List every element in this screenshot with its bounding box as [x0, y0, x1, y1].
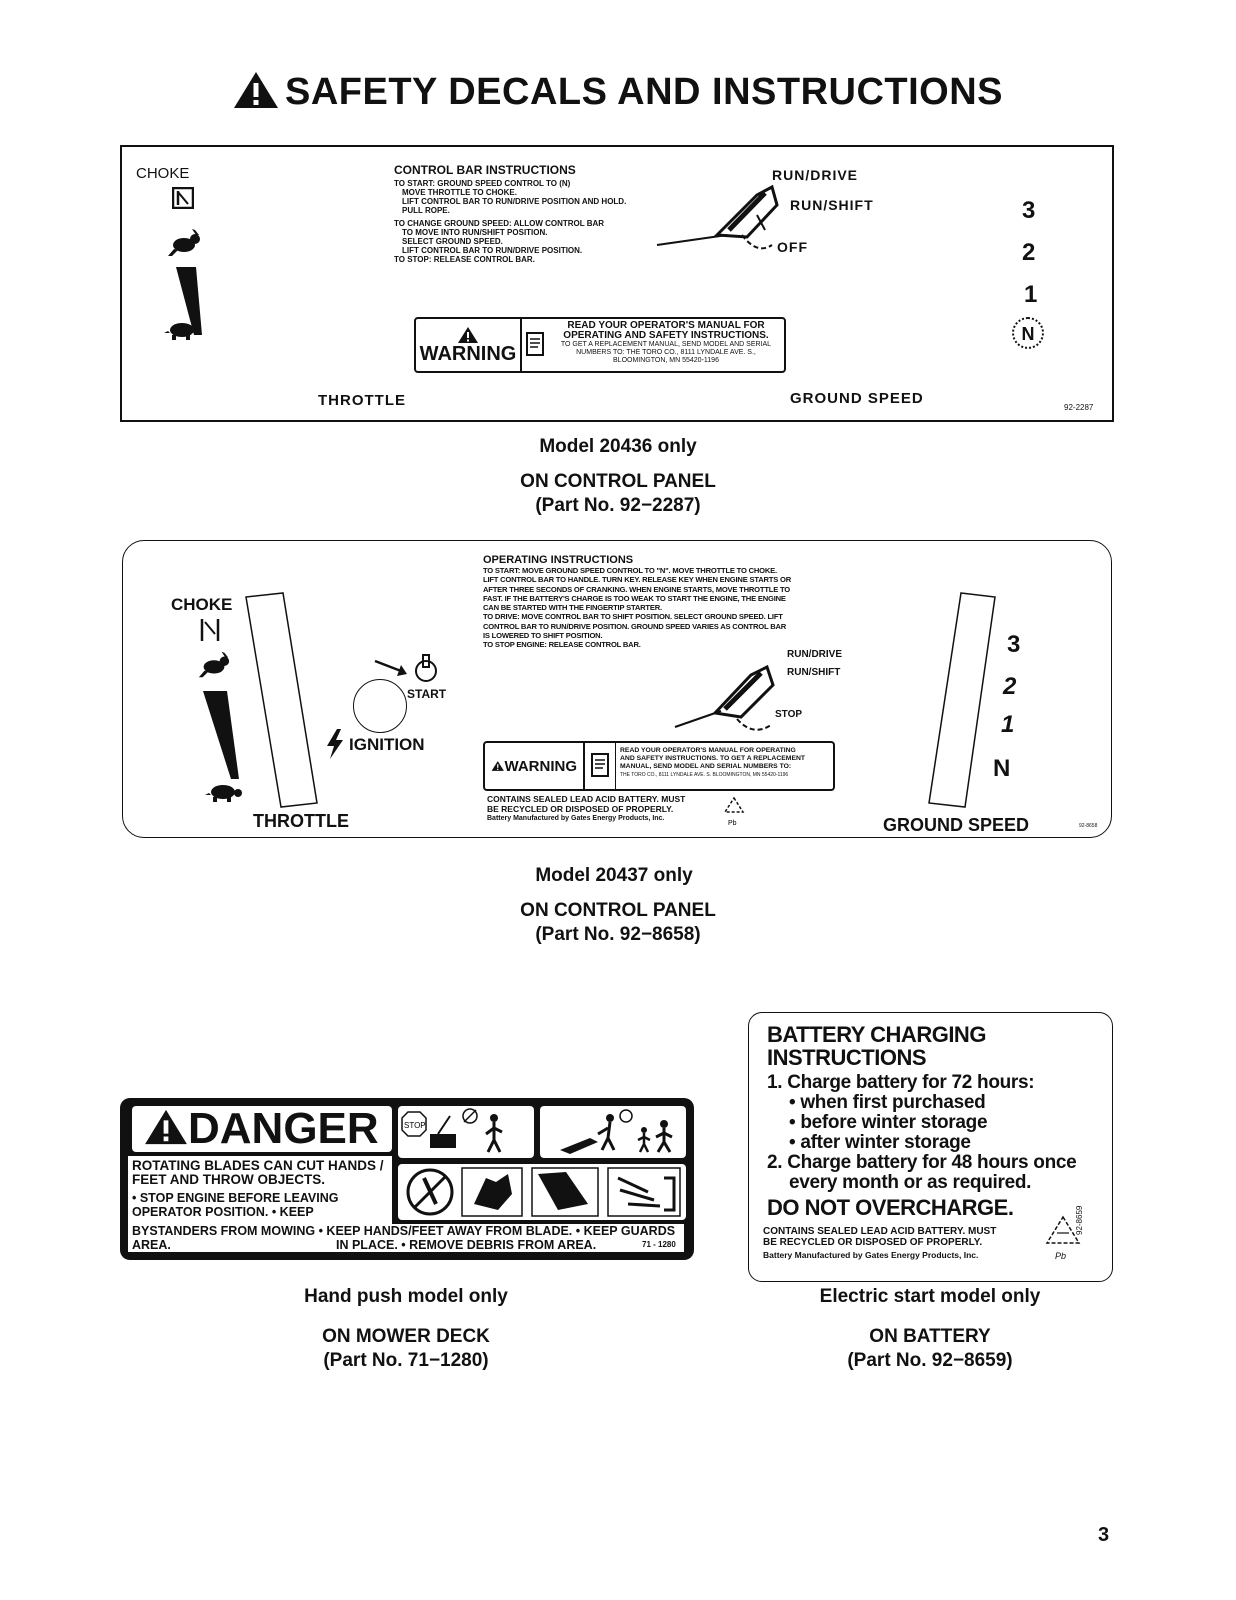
speed-1: 1	[1024, 281, 1038, 308]
danger-line-area: AREA.	[132, 1238, 171, 1252]
run-drive-label: RUN/DRIVE	[787, 649, 843, 660]
manual-line: READ YOUR OPERATOR'S MANUAL FOR OPERATING	[620, 747, 796, 754]
throttle-wedge-icon	[201, 691, 241, 781]
battery-recycle-text	[487, 795, 807, 824]
lead-symbol: Pb	[1055, 1251, 1067, 1261]
instruction-line: TO CHANGE GROUND SPEED: ALLOW CONTROL BAR	[394, 219, 605, 228]
battery-manufacturer: Battery Manufactured by Gates Energy Products, Inc.	[763, 1250, 979, 1260]
manual-text-block	[548, 319, 784, 371]
pictogram-stop-bystander	[398, 1106, 534, 1158]
instruction-line: TO START: MOVE GROUND SPEED CONTROL TO "N". MOVE THROTTLE TO CHOKE.	[483, 566, 777, 575]
battery-step: 2. Charge battery for 48 hours once	[767, 1152, 1077, 1173]
instruction-line: LIFT CONTROL BAR TO RUN/DRIVE POSITION AND HOLD.	[402, 197, 627, 206]
caption-location: ON MOWER DECK	[322, 1326, 490, 1347]
control-panel-decal-92-2287	[120, 145, 1114, 422]
svg-text:STOP: STOP	[404, 1121, 426, 1130]
do-not-overcharge: DO NOT OVERCHARGE.	[767, 1195, 1014, 1220]
pictogram-row-hazards	[398, 1164, 686, 1220]
danger-line: FEET AND THROW OBJECTS.	[132, 1172, 326, 1187]
part-code: 71 - 1280	[642, 1240, 676, 1249]
turtle-slow-icon	[164, 321, 204, 341]
manual-line: NUMBERS TO: THE TORO CO., 8111 LYNDALE AVE. S.,	[576, 349, 756, 356]
off-label: OFF	[777, 239, 808, 255]
control-bar-diagram	[647, 175, 797, 265]
instruction-line: LIFT CONTROL BAR TO RUN/DRIVE POSITION.	[402, 246, 583, 255]
choke-label: CHOKE	[171, 595, 233, 614]
instruction-line: SELECT GROUND SPEED.	[402, 237, 503, 246]
speed-neutral: N	[1012, 317, 1044, 349]
start-label: START	[407, 687, 447, 701]
recycle-line: CONTAINS SEALED LEAD ACID BATTERY. MUST	[763, 1226, 997, 1237]
instruction-line: TO STOP ENGINE: RELEASE CONTROL BAR.	[483, 640, 641, 650]
recycle-line: CONTAINS SEALED LEAD ACID BATTERY. MUST	[487, 794, 686, 804]
caption-location: ON BATTERY	[869, 1326, 991, 1347]
speed-2: 2	[1022, 239, 1036, 266]
manual-line: READ YOUR OPERATOR'S MANUAL FOR	[567, 320, 765, 331]
run-shift-label: RUN/SHIFT	[787, 667, 841, 678]
rabbit-fast-icon	[166, 229, 202, 257]
danger-line: BYSTANDERS FROM MOWING • KEEP HANDS/FEET AWAY FROM BLADE. • KEEP GUARDS	[132, 1224, 676, 1238]
battery-bullet: • after winter storage	[789, 1132, 971, 1153]
warning-word: WARNING	[419, 343, 517, 365]
ignition-switch	[353, 679, 407, 733]
part-code: 92-8658	[1079, 823, 1098, 829]
lightning-icon	[325, 729, 345, 759]
battery-title-line: INSTRUCTIONS	[767, 1045, 926, 1070]
battery-manufacturer: Battery Manufactured by Gates Energy Products, Inc.	[487, 815, 665, 822]
manual-line: OPERATING AND SAFETY INSTRUCTIONS.	[563, 330, 769, 341]
speed-2: 2	[1003, 673, 1017, 700]
operating-instructions	[483, 555, 883, 650]
throttle-slot	[241, 591, 321, 811]
instruction-line: TO DRIVE: MOVE CONTROL BAR TO SHIFT POSITION. SELECT GROUND SPEED. LIFT	[483, 612, 783, 622]
manual-line: BLOOMINGTON, MN 55420-1196	[613, 357, 719, 364]
run-shift-label: RUN/SHIFT	[790, 197, 874, 213]
speed-1: 1	[1001, 711, 1015, 738]
instruction-line: FAST. IF THE BATTERY'S CHARGE IS TOO WEAK TO START THE ENGINE, THE ENGINE	[483, 593, 786, 603]
warning-block	[485, 743, 585, 789]
ground-speed-label: GROUND SPEED	[883, 815, 1030, 835]
part-code: 92-8659	[1075, 1205, 1084, 1235]
danger-line: • STOP ENGINE BEFORE LEAVING	[132, 1191, 339, 1205]
danger-line	[128, 1238, 684, 1252]
caption-location: ON CONTROL PANEL	[520, 900, 716, 921]
battery-title-line: BATTERY CHARGING	[767, 1022, 986, 1047]
instructions-title: CONTROL BAR INSTRUCTIONS	[394, 163, 576, 177]
throttle-label: THROTTLE	[253, 811, 349, 831]
caption-hand-push-model: Hand push model only	[304, 1286, 508, 1307]
danger-word: DANGER	[188, 1104, 379, 1153]
caption-part-number: (Part No. 71−1280)	[323, 1350, 489, 1371]
instruction-line: CONTROL BAR TO RUN/DRIVE POSITION. GROUND SPEED VARIES AS CONTROL BAR	[483, 621, 787, 631]
caption-model-20436: Model 20436 only	[539, 436, 697, 457]
battery-charging-decal-92-8659	[748, 1012, 1113, 1282]
instruction-line: LIFT CONTROL BAR TO HANDLE. TURN KEY. RELEASE KEY WHEN ENGINE STARTS OR	[483, 575, 791, 585]
warning-triangle-icon	[144, 1108, 188, 1146]
manual-line: MANUAL, SEND MODEL AND SERIAL NUMBERS TO:	[620, 763, 792, 770]
speed-neutral: N	[993, 755, 1011, 782]
battery-bullet: • before winter storage	[789, 1112, 988, 1133]
danger-line: ROTATING BLADES CAN CUT HANDS /	[132, 1158, 384, 1173]
battery-recycle-text	[763, 1227, 1063, 1262]
battery-step: 1. Charge battery for 72 hours:	[767, 1072, 1035, 1093]
warning-triangle-icon	[233, 70, 279, 110]
caption-electric-start-model: Electric start model only	[819, 1286, 1041, 1307]
caption-part-number: (Part No. 92−8658)	[535, 924, 701, 945]
warning-triangle-icon	[457, 326, 479, 344]
caption-part-number: (Part No. 92−2287)	[535, 495, 701, 516]
instruction-line: TO START: GROUND SPEED CONTROL TO (N)	[394, 179, 571, 188]
ground-speed-slot	[923, 591, 1003, 811]
control-bar-diagram	[671, 657, 791, 737]
pictogram-keep-bystanders-away	[540, 1106, 686, 1158]
page-title-text: SAFETY DECALS AND INSTRUCTIONS	[284, 71, 1004, 113]
caption-model-20437: Model 20437 only	[535, 865, 693, 886]
battery-title	[767, 1023, 986, 1069]
instruction-line: TO STOP: RELEASE CONTROL BAR.	[394, 255, 535, 264]
recycle-icon	[721, 795, 747, 829]
part-code: 92-2287	[1064, 403, 1094, 412]
choke-label: CHOKE	[136, 165, 190, 182]
control-panel-decal-92-8658	[122, 540, 1112, 838]
manual-line: TO GET A REPLACEMENT MANUAL, SEND MODEL AND SERIAL	[560, 341, 772, 348]
instruction-line: CAN BE STARTED WITH THE FINGERTIP STARTER.	[483, 603, 662, 613]
instruction-line: AFTER THREE SECONDS OF CRANKING. WHEN ENGINE STARTS, MOVE THROTTLE TO	[483, 584, 790, 594]
instruction-line: IS LOWERED TO SHIFT POSITION.	[483, 631, 603, 641]
battery-step: every month or as required.	[789, 1172, 1032, 1193]
choke-icon	[172, 187, 194, 209]
battery-instructions	[767, 1073, 1076, 1193]
run-drive-label: RUN/DRIVE	[772, 167, 859, 183]
instructions-title: OPERATING INSTRUCTIONS	[483, 554, 634, 566]
stop-label: STOP	[775, 709, 803, 720]
recycle-line: BE RECYCLED OR DISPOSED OF PROPERLY.	[487, 803, 674, 814]
manual-icon	[585, 743, 616, 789]
warning-manual-box	[483, 741, 835, 791]
danger-line-guards: IN PLACE. • REMOVE DEBRIS FROM AREA.	[336, 1238, 597, 1252]
danger-header	[132, 1106, 392, 1152]
caption-part-number: (Part No. 92−8659)	[847, 1350, 1013, 1371]
warning-manual-box	[414, 317, 786, 373]
battery-bullet: • when first purchased	[789, 1092, 986, 1113]
instruction-line: MOVE THROTTLE TO CHOKE.	[402, 188, 517, 197]
recycle-line: BE RECYCLED OR DISPOSED OF PROPERLY.	[763, 1236, 983, 1248]
ignition-label: IGNITION	[349, 735, 425, 754]
warning-block	[416, 319, 522, 371]
danger-bottom-text	[128, 1224, 684, 1252]
danger-line: OPERATOR POSITION. • KEEP	[132, 1205, 314, 1219]
caption-location: ON CONTROL PANEL	[520, 471, 716, 492]
warning-word: WARNING	[504, 757, 577, 775]
ground-speed-label: GROUND SPEED	[790, 390, 924, 407]
svg-text:Pb: Pb	[728, 820, 737, 827]
page-number: 3	[1098, 1524, 1110, 1546]
manual-icon	[522, 319, 548, 371]
warning-triangle-icon	[491, 758, 505, 774]
instruction-line: TO MOVE INTO RUN/SHIFT POSITION.	[402, 228, 548, 237]
page-title	[0, 70, 1236, 114]
throttle-label: THROTTLE	[318, 392, 406, 409]
speed-3: 3	[1007, 631, 1021, 658]
manual-line: THE TORO CO., 8111 LYNDALE AVE. S. BLOOMINGTON, MN 55420-1196	[620, 772, 789, 778]
manual-text-block	[616, 743, 833, 789]
choke-icon	[199, 617, 221, 643]
rabbit-fast-icon	[197, 651, 231, 679]
manual-line: AND SAFETY INSTRUCTIONS. TO GET A REPLACEMENT	[620, 755, 806, 762]
speed-3: 3	[1022, 197, 1036, 224]
danger-decal-71-1280	[120, 1098, 694, 1260]
instruction-line: PULL ROPE.	[402, 206, 450, 215]
